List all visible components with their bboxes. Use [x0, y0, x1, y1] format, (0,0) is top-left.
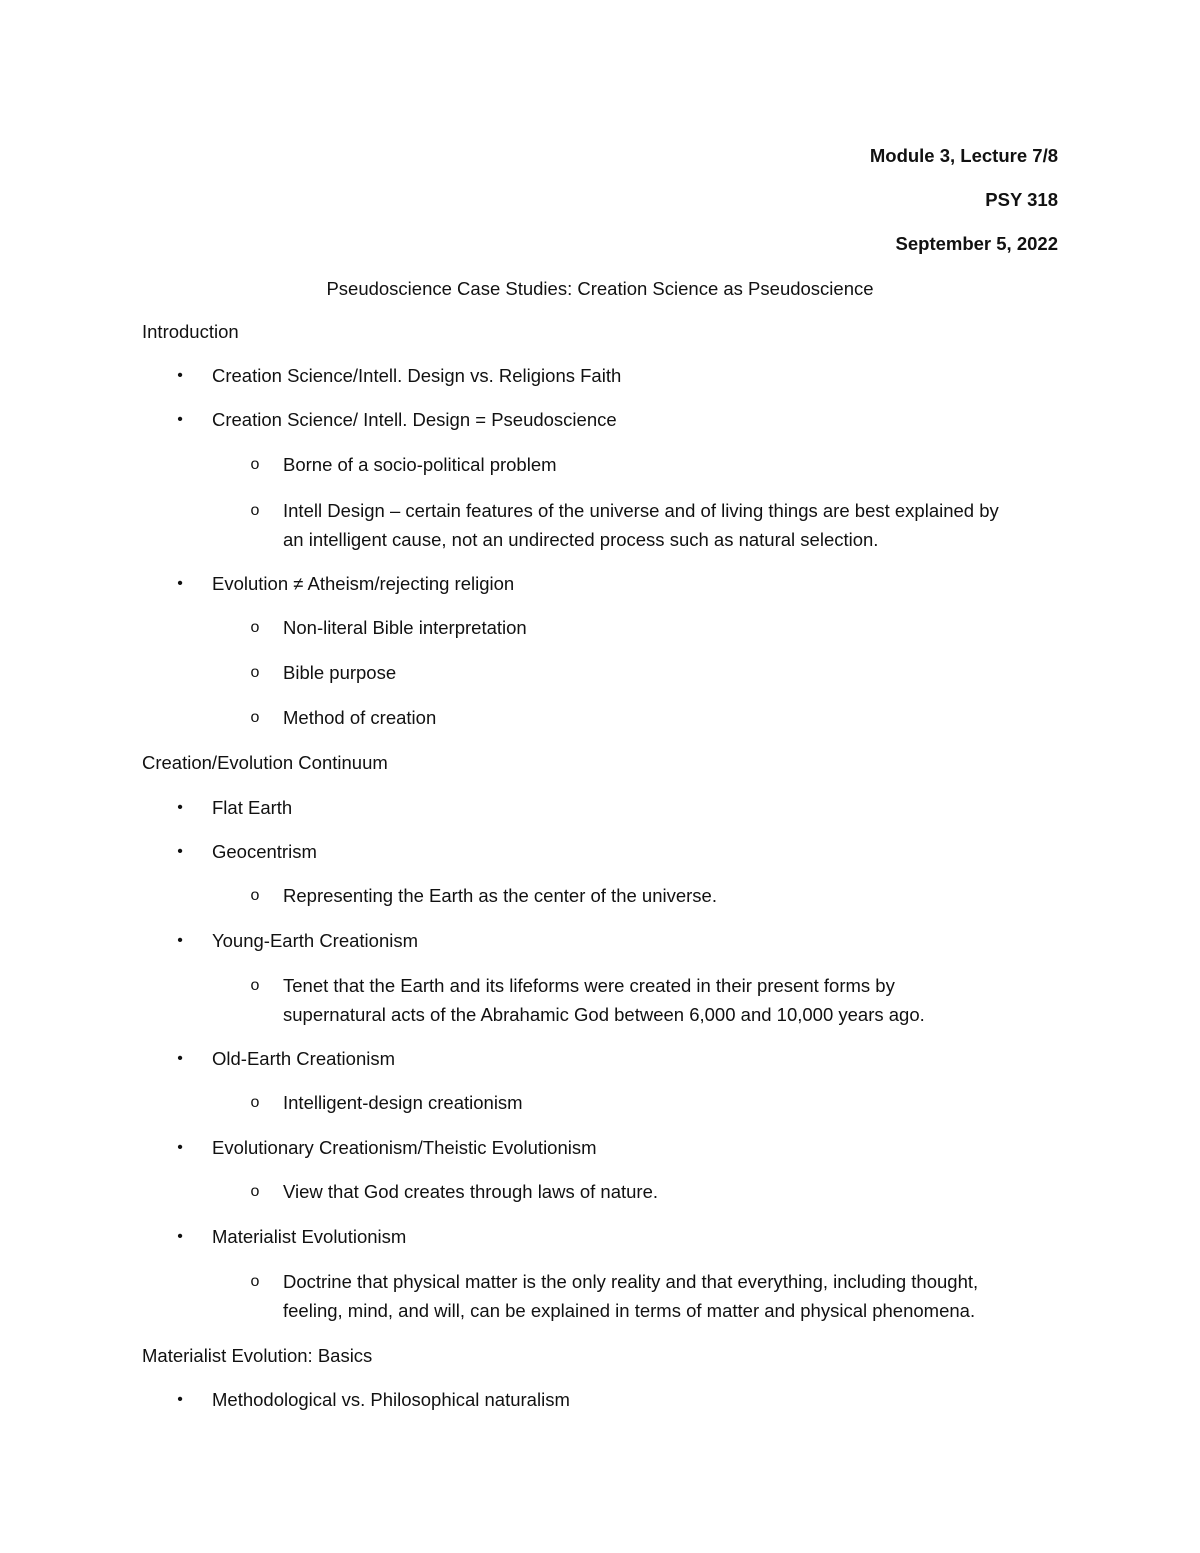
list-item: Young-Earth Creationism: [212, 930, 419, 951]
sub-bullet-icon: o: [250, 456, 260, 473]
lecture-date: September 5, 2022: [895, 233, 1058, 254]
sub-bullet-icon: o: [250, 977, 260, 994]
bullet-icon: •: [177, 799, 183, 816]
sub-list-item: Bible purpose: [283, 662, 397, 683]
sub-bullet-icon: o: [250, 1273, 260, 1290]
sub-list-item-continued: an intelligent cause, not an undirected process such as natural selection.: [283, 529, 879, 550]
list-item: Methodological vs. Philosophical naturalism: [212, 1389, 570, 1410]
document-title: Pseudoscience Case Studies: Creation Science as Pseudoscience: [326, 278, 874, 299]
sub-list-item: Method of creation: [283, 707, 437, 728]
sub-bullet-icon: o: [250, 709, 260, 726]
sub-list-item: Doctrine that physical matter is the only reality and that everything, including thought,: [283, 1271, 979, 1292]
list-item: Creation Science/ Intell. Design = Pseudoscience: [212, 409, 617, 430]
bullet-icon: •: [177, 575, 183, 592]
sub-bullet-icon: o: [250, 887, 260, 904]
list-item: Materialist Evolutionism: [212, 1226, 407, 1247]
sub-bullet-icon: o: [250, 664, 260, 681]
list-item: Evolution ≠ Atheism/rejecting religion: [212, 573, 515, 594]
sub-list-item: Borne of a socio-political problem: [283, 454, 557, 475]
section-heading-introduction: Introduction: [142, 321, 239, 342]
sub-list-item: View that God creates through laws of nature.: [283, 1181, 659, 1202]
sub-list-item: Representing the Earth as the center of the universe.: [283, 885, 717, 906]
bullet-icon: •: [177, 1139, 183, 1156]
section-heading-basics: Materialist Evolution: Basics: [142, 1345, 373, 1366]
bullet-icon: •: [177, 1228, 183, 1245]
bullet-icon: •: [177, 1391, 183, 1408]
sub-bullet-icon: o: [250, 502, 260, 519]
sub-list-item-continued: feeling, mind, and will, can be explained in terms of matter and physical phenomena.: [283, 1300, 976, 1321]
sub-list-item: Tenet that the Earth and its lifeforms were created in their present forms by: [283, 975, 895, 996]
sub-list-item: Non-literal Bible interpretation: [283, 617, 527, 638]
sub-bullet-icon: o: [250, 619, 260, 636]
sub-list-item: Intell Design – certain features of the universe and of living things are best explained by: [283, 500, 999, 521]
module-lecture-label: Module 3, Lecture 7/8: [869, 145, 1058, 166]
list-item: Evolutionary Creationism/Theistic Evolutionism: [212, 1137, 597, 1158]
sub-list-item: Intelligent-design creationism: [283, 1092, 523, 1113]
sub-bullet-icon: o: [250, 1183, 260, 1200]
list-item: Flat Earth: [212, 797, 293, 818]
sub-list-item-continued: supernatural acts of the Abrahamic God between 6,000 and 10,000 years ago.: [283, 1004, 925, 1025]
bullet-icon: •: [177, 411, 183, 428]
section-heading-continuum: Creation/Evolution Continuum: [142, 752, 388, 773]
bullet-icon: •: [177, 843, 183, 860]
bullet-icon: •: [177, 1050, 183, 1067]
bullet-icon: •: [177, 932, 183, 949]
bullet-icon: •: [177, 367, 183, 384]
sub-bullet-icon: o: [250, 1094, 260, 1111]
course-code: PSY 318: [985, 189, 1058, 210]
list-item: Geocentrism: [212, 841, 317, 862]
list-item: Old-Earth Creationism: [212, 1048, 396, 1069]
list-item: Creation Science/Intell. Design vs. Religions Faith: [212, 365, 622, 386]
